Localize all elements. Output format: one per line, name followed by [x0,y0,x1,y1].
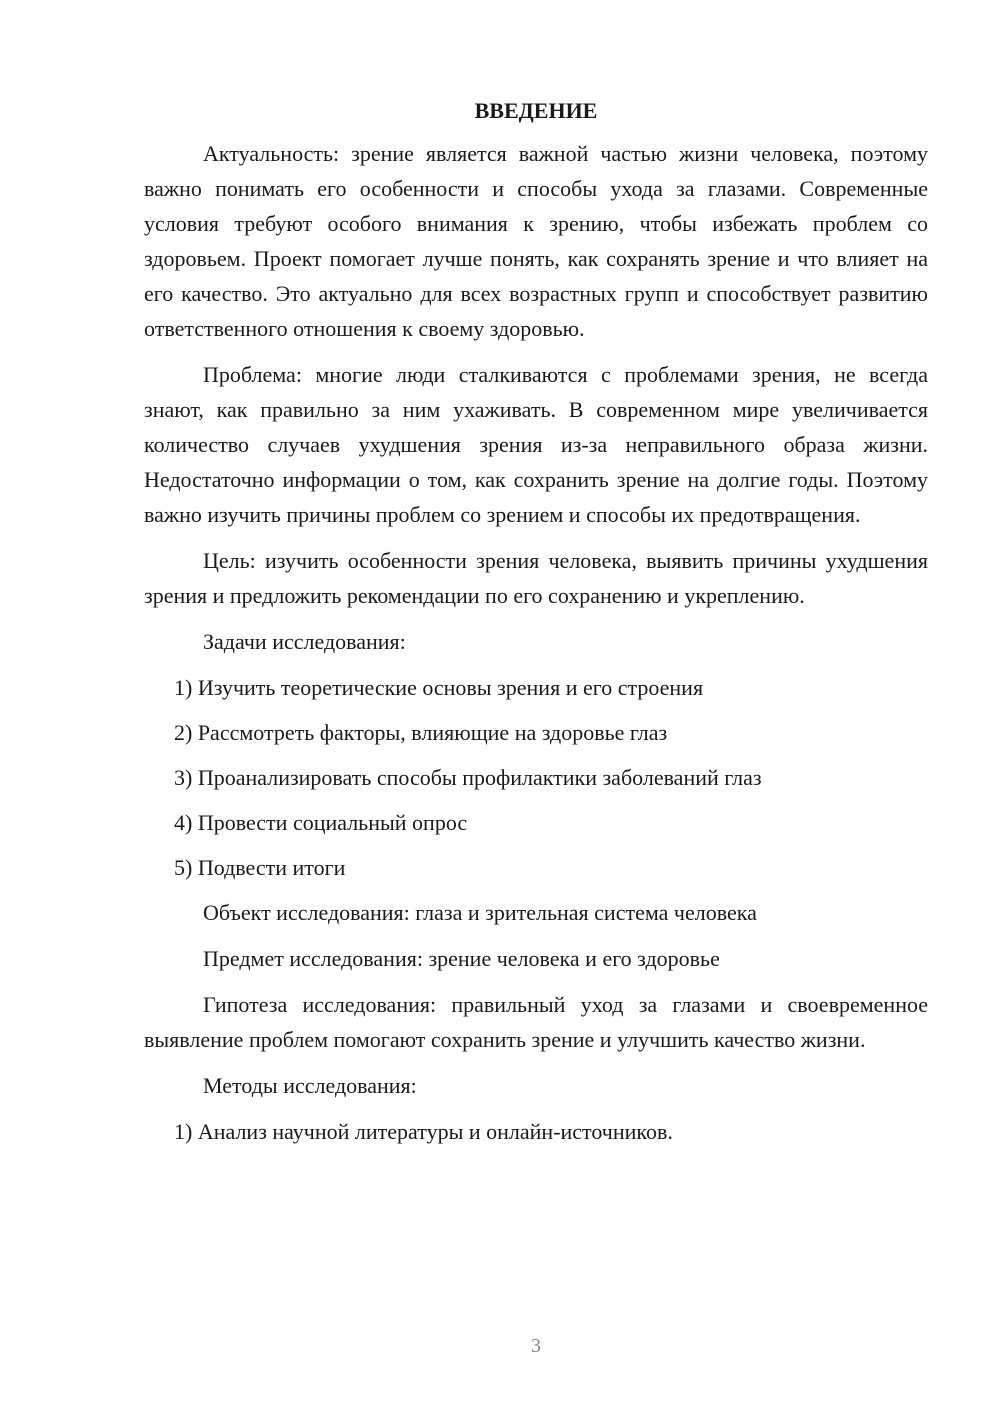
hypothesis-paragraph: Гипотеза исследования: правильный уход за глазами и своевременное выявление проблем помогают сохранить зрение и улучшить качество жизни. [144,992,928,1052]
section-heading: ВВЕДЕНИЕ [474,98,598,123]
methods-title: Методы исследования: [203,1073,417,1098]
list-item: 5) Подвести итоги [174,855,346,880]
relevance-paragraph: Актуальность: зрение является важной частью жизни человека, поэтому важно понимать его особенности и способы ухода за глазами. Современные условия требуют особого внимания к зрению, чтобы избежать проблем со здоровьем. Проект помогает лучше понять, как сохранять зрение и что влияет на его качество. Это актуально для всех возрастных групп и способствует развитию ответственного отношения к своему здоровью. [144,141,928,341]
tasks-list [144,670,928,885]
tasks-title: Задачи исследования: [203,629,406,654]
methods-list [144,1114,928,1149]
problem-paragraph: Проблема: многие люди сталкиваются с проблемами зрения, не всегда знают, как правильно за ним ухаживать. В современном мире увеличивается количество случаев ухудшения зрения из-за неправильного образа жизни. Недостаточно информации о том, как сохранить зрение на долгие годы. Поэтому важно изучить причины проблем со зрением и способы их предотвращения. [144,362,928,527]
page-content [144,96,928,1159]
list-item: 3) Проанализировать способы профилактики заболеваний глаз [174,765,762,790]
list-item: 2) Рассмотреть факторы, влияющие на здоровье глаз [174,720,668,745]
list-item: 1) Анализ научной литературы и онлайн-источников. [174,1119,673,1144]
subject-line: Предмет исследования: зрение человека и его здоровье [203,946,720,971]
page-number: 3 [531,1335,541,1357]
list-item: 1) Изучить теоретические основы зрения и его строения [174,675,704,700]
goal-paragraph: Цель: изучить особенности зрения человека, выявить причины ухудшения зрения и предложить рекомендации по его сохранению и укреплению. [144,548,928,608]
list-item: 4) Провести социальный опрос [174,810,468,835]
object-line: Объект исследования: глаза и зрительная система человека [203,900,757,925]
